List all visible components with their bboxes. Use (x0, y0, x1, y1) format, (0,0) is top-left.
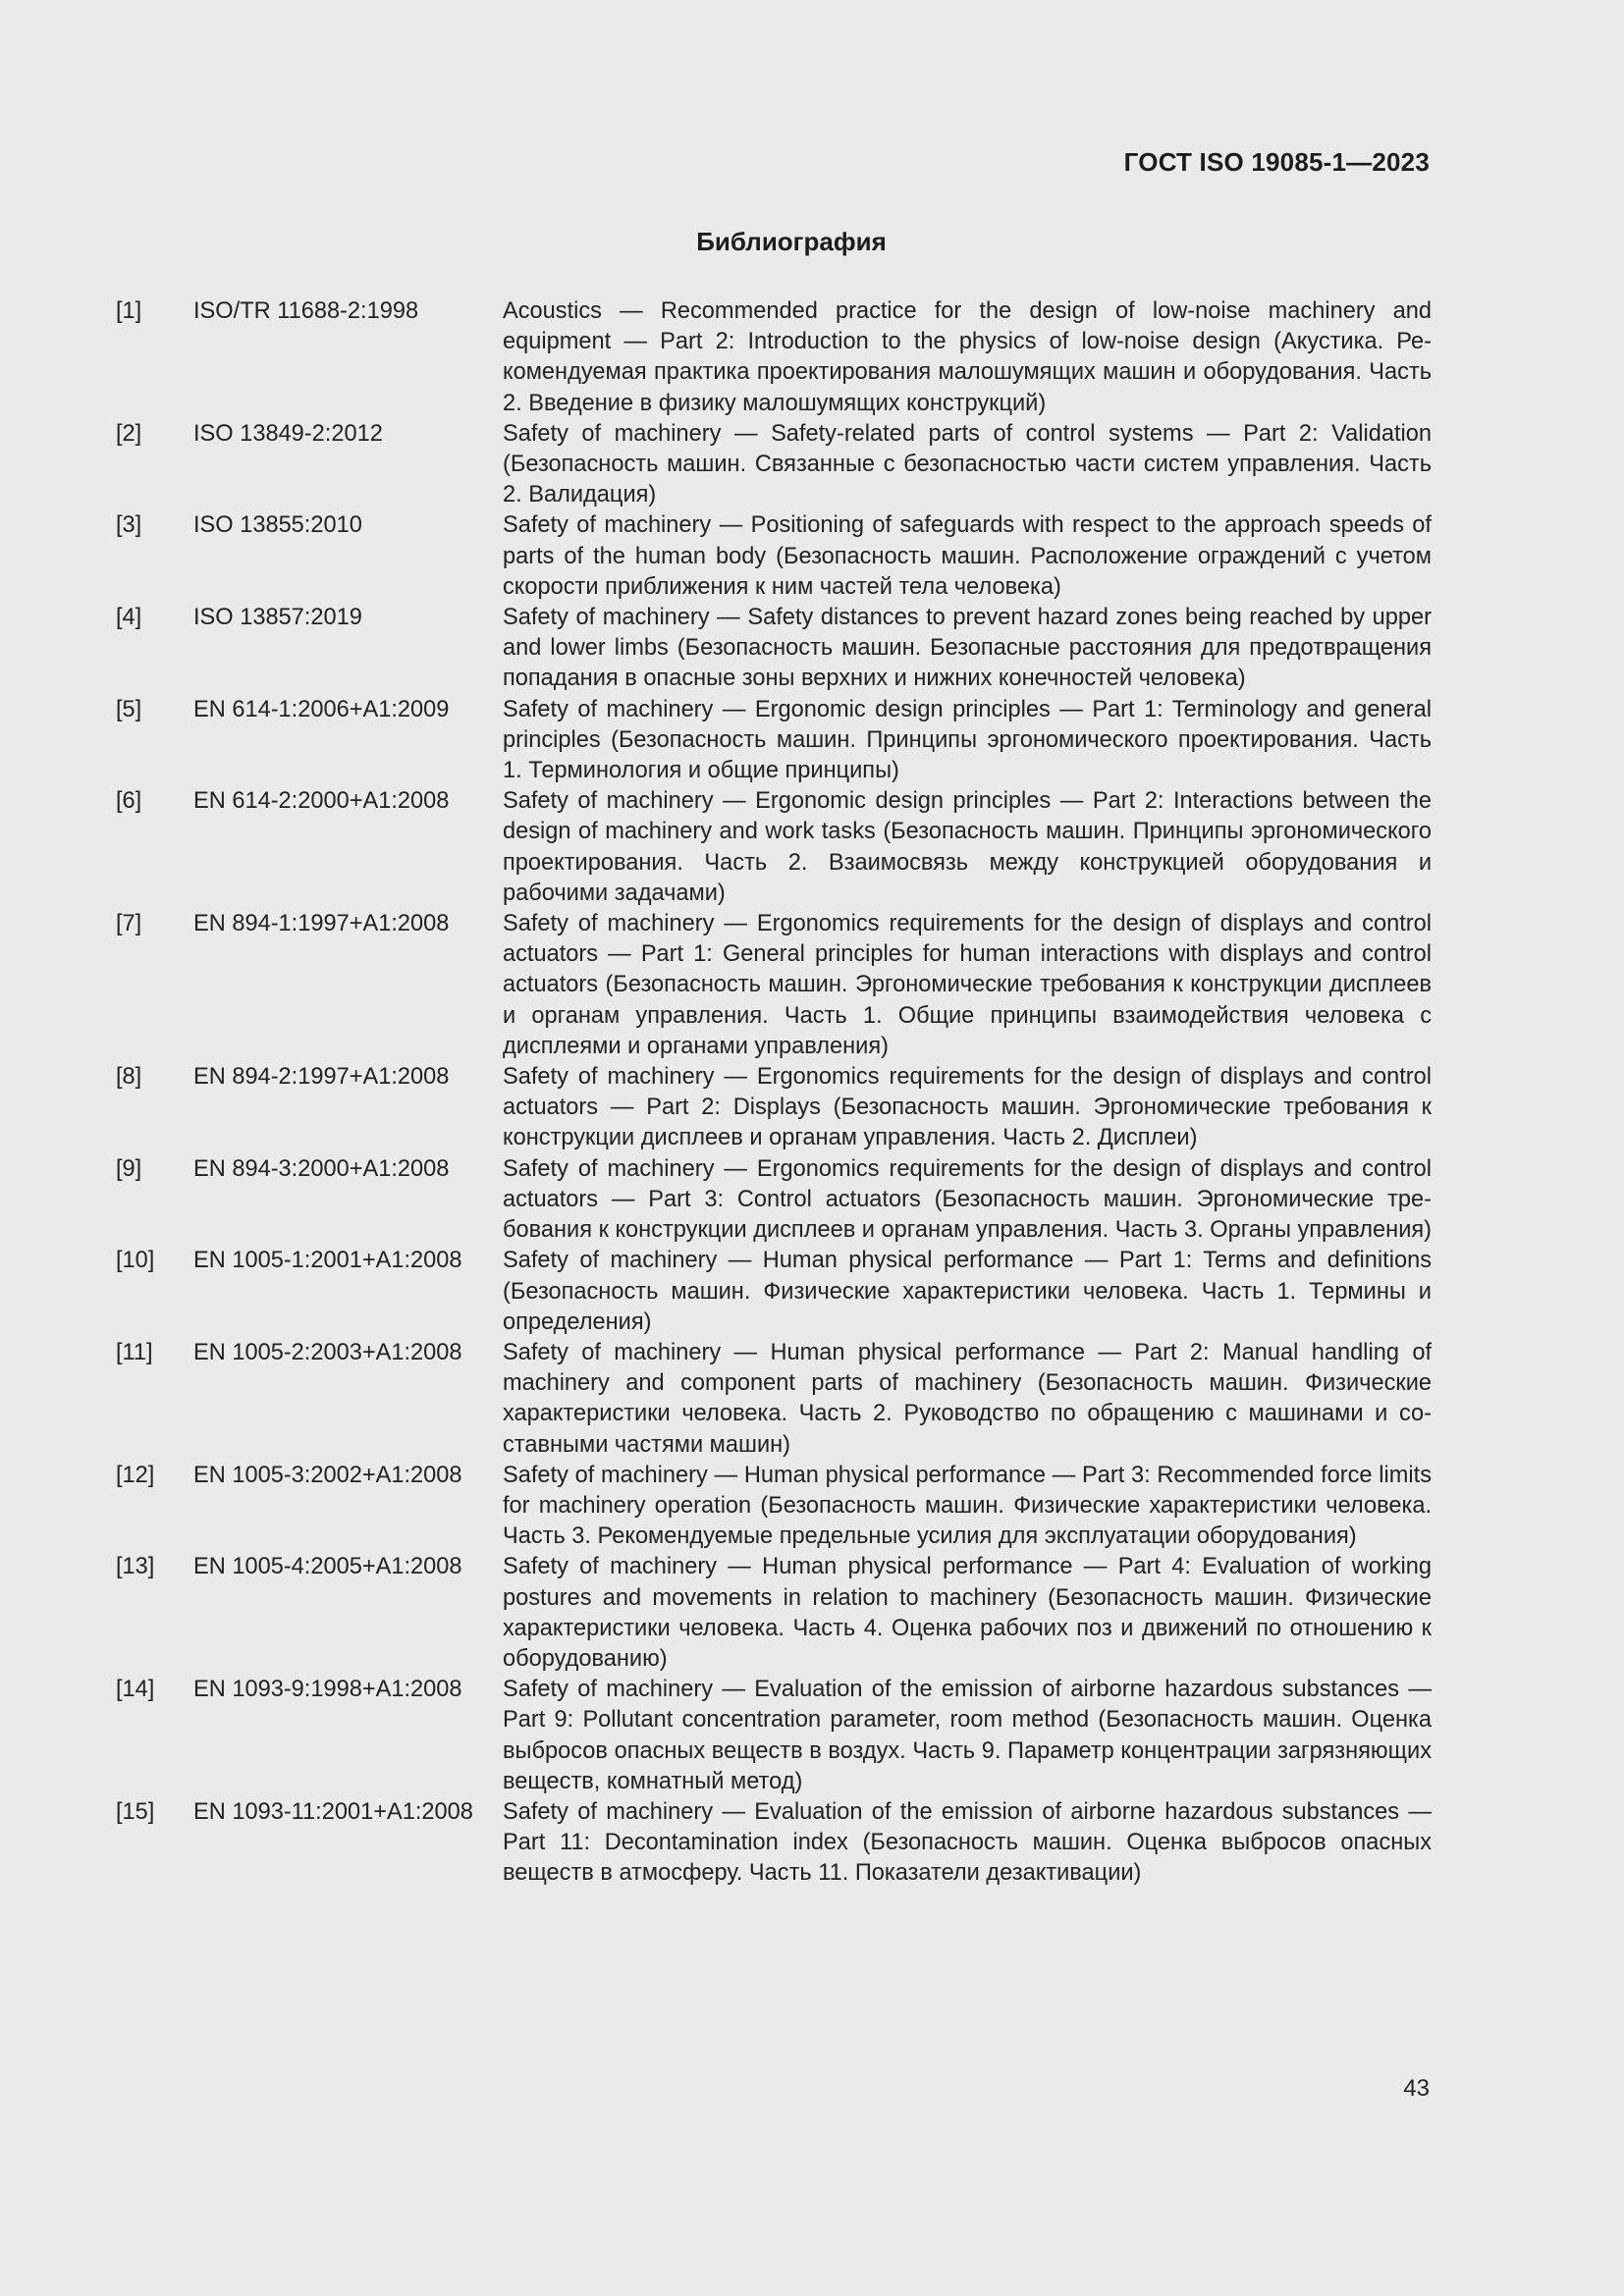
entry-number: [7] (116, 911, 142, 937)
page-number: 43 (1403, 2075, 1430, 2102)
entry-number: [8] (116, 1064, 142, 1091)
standard-title: Safety of machinery — Safety-related parts of control systems — Part 2: Validation (Безопасность машин. Связанные с безопасностью части систем управления. Часть 2. Валидация) (503, 420, 1432, 508)
standard-title: Safety of machinery — Human physical performance — Part 1: Terms and definitions (Безопасность машин. Физические характеристики человека. Часть 1. Термины и определения) (503, 1248, 1432, 1335)
entry-number: [12] (116, 1462, 155, 1488)
standard-title: Safety of machinery — Ergonomic design principles — Part 1: Terminology and general principles (Безопасность машин. Принципы эргономического проектирования. Часть 1. Терминология и общие принципы) (503, 696, 1432, 784)
standard-designation: ISO 13849-2:2012 (193, 420, 383, 447)
entry-number: [1] (116, 298, 142, 324)
standard-title: Acoustics — Recommended practice for the design of low-noise machinery and equipment — Part 2: Introduction to the physics of low-noise design (Акустика. Рекомендуемая практика проектирования малошумящих машин и оборудования. Часть 2. Введение в физику малошумящих конструкций) (503, 298, 1432, 416)
standard-title: Safety of machinery — Human physical performance — Part 4: Evaluation of working postures and movements in relation to machinery (Безопасность машин. Физические характеристики человека. Часть 4. Оценка рабочих поз и движений по отношению к оборудованию) (503, 1554, 1432, 1672)
bibliography-entry (116, 909, 1432, 1062)
entry-number: [10] (116, 1248, 155, 1274)
standard-designation: EN 894-3:2000+A1:2008 (193, 1155, 450, 1182)
standard-title: Safety of machinery — Human physical performance — Part 2: Manual handling of machinery and component parts of machinery (Безопасность машин. Физические характеристики человека. Часть 2. Руководство по обращению с машинами и составными частями машин) (503, 1339, 1432, 1458)
bibliography-entry (116, 695, 1432, 787)
standard-title: Safety of machinery — Positioning of safeguards with respect to the approach speeds of parts of the human body (Безопасность машин. Расположение ограждений с учетом скорости приближения к ним частей тела человека) (503, 512, 1432, 600)
standard-designation: ISO/TR 11688-2:1998 (193, 298, 419, 324)
entry-number: [3] (116, 512, 142, 539)
entry-number: [9] (116, 1155, 142, 1182)
entry-number: [14] (116, 1677, 155, 1703)
bibliography-entry (116, 510, 1432, 603)
standard-title: Safety of machinery — Ergonomics requirements for the design of displays and control actuators — Part 3: Control actuators (Безопасность машин. Эргономические требования к конструкции дисплеев и органам управления. Часть 3. Органы управления) (503, 1155, 1433, 1244)
standard-title: Safety of machinery — Evaluation of the emission of airborne hazardous substances — Part 11: Decontamination index (Безопасность машин. Оценка выбросов опасных веществ в атмосферу. Часть 11. Показатели дезактивации) (503, 1798, 1432, 1887)
standard-designation: EN 1005-3:2002+A1:2008 (193, 1462, 462, 1488)
standard-title: Safety of machinery — Human physical performance — Part 3: Recommended force limits for machinery operation (Безопасность машин. Физические характеристики человека. Часть 3. Рекомендуемые предельные усилия для эксплуатации оборудования) (503, 1462, 1432, 1550)
entry-number: [15] (116, 1798, 155, 1825)
entry-number: [2] (116, 420, 142, 447)
entry-number: [5] (116, 696, 142, 722)
standard-designation: EN 1093-9:1998+A1:2008 (193, 1677, 462, 1703)
bibliography-entry (116, 296, 1432, 419)
document-code: ГОСТ ISO 19085-1—2023 (1123, 147, 1430, 177)
standard-title: Safety of machinery — Ergonomic design principles — Part 2: Interactions between the design of machinery and work tasks (Безопасность машин. Принципы эргономического проектирования. Часть 2. Взаимосвязь между конструкцией оборудования и рабочими задачами) (503, 788, 1432, 906)
standard-designation: EN 1005-4:2005+A1:2008 (193, 1554, 462, 1580)
bibliography-entry (116, 1461, 1432, 1553)
standard-designation: ISO 13855:2010 (193, 512, 362, 539)
bibliography-entry (116, 1338, 1432, 1461)
bibliography-entry (116, 1797, 1432, 1890)
bibliography-entry (116, 419, 1432, 511)
bibliography-entry (116, 786, 1432, 909)
standard-designation: ISO 13857:2019 (193, 605, 362, 631)
bibliography-entry (116, 603, 1432, 695)
standard-designation: EN 894-2:1997+A1:2008 (193, 1064, 450, 1091)
standard-title: Safety of machinery — Ergonomics requirements for the design of displays and control actuators — Part 1: General principles for human interactions with displays and control actuators (Безопасность машин. Эргономические требования к конструкции дисплеев и органам управления. Часть 1. Общие принципы взаимодействия человека с дисплеями и органами управления) (503, 911, 1432, 1059)
standard-designation: EN 1005-1:2001+A1:2008 (193, 1248, 462, 1274)
entry-number: [6] (116, 788, 142, 815)
section-title: Библиография (696, 227, 887, 256)
bibliography-entry (116, 1246, 1432, 1338)
standard-title: Safety of machinery — Safety distances to prevent hazard zones being reached by upper and lower limbs (Безопасность машин. Безопасные расстояния для предотвращения попадания в опасные зоны верхних и нижних конечностей человека) (503, 605, 1432, 692)
standard-title: Safety of machinery — Ergonomics requirements for the design of displays and control actuators — Part 2: Displays (Безопасность машин. Эргономические требования к конструкции дисплеев и органам управления. Часть 2. Дисплеи) (503, 1064, 1432, 1151)
bibliography-entry (116, 1062, 1432, 1154)
entry-number: [11] (116, 1339, 153, 1365)
entry-number: [4] (116, 605, 142, 631)
standard-designation: EN 1093-11:2001+A1:2008 (193, 1798, 473, 1825)
standard-designation: EN 614-2:2000+A1:2008 (193, 788, 450, 815)
bibliography-entry (116, 1552, 1432, 1675)
standard-designation: EN 894-1:1997+A1:2008 (193, 911, 450, 937)
standard-designation: EN 614-1:2006+A1:2009 (193, 696, 450, 722)
bibliography-entry (116, 1154, 1432, 1247)
bibliography-list (116, 296, 1432, 1890)
bibliography-entry (116, 1675, 1432, 1797)
standard-title: Safety of machinery — Evaluation of the emission of airborne hazardous substances — Part 9: Pollutant concentration parameter, room method (Безопасность машин. Оценка выбросов опасных веществ в воздух. Часть 9. Параметр концентрации загрязняющих веществ, комнатный метод) (503, 1677, 1432, 1794)
standard-designation: EN 1005-2:2003+A1:2008 (193, 1339, 462, 1365)
entry-number: [13] (116, 1554, 155, 1580)
